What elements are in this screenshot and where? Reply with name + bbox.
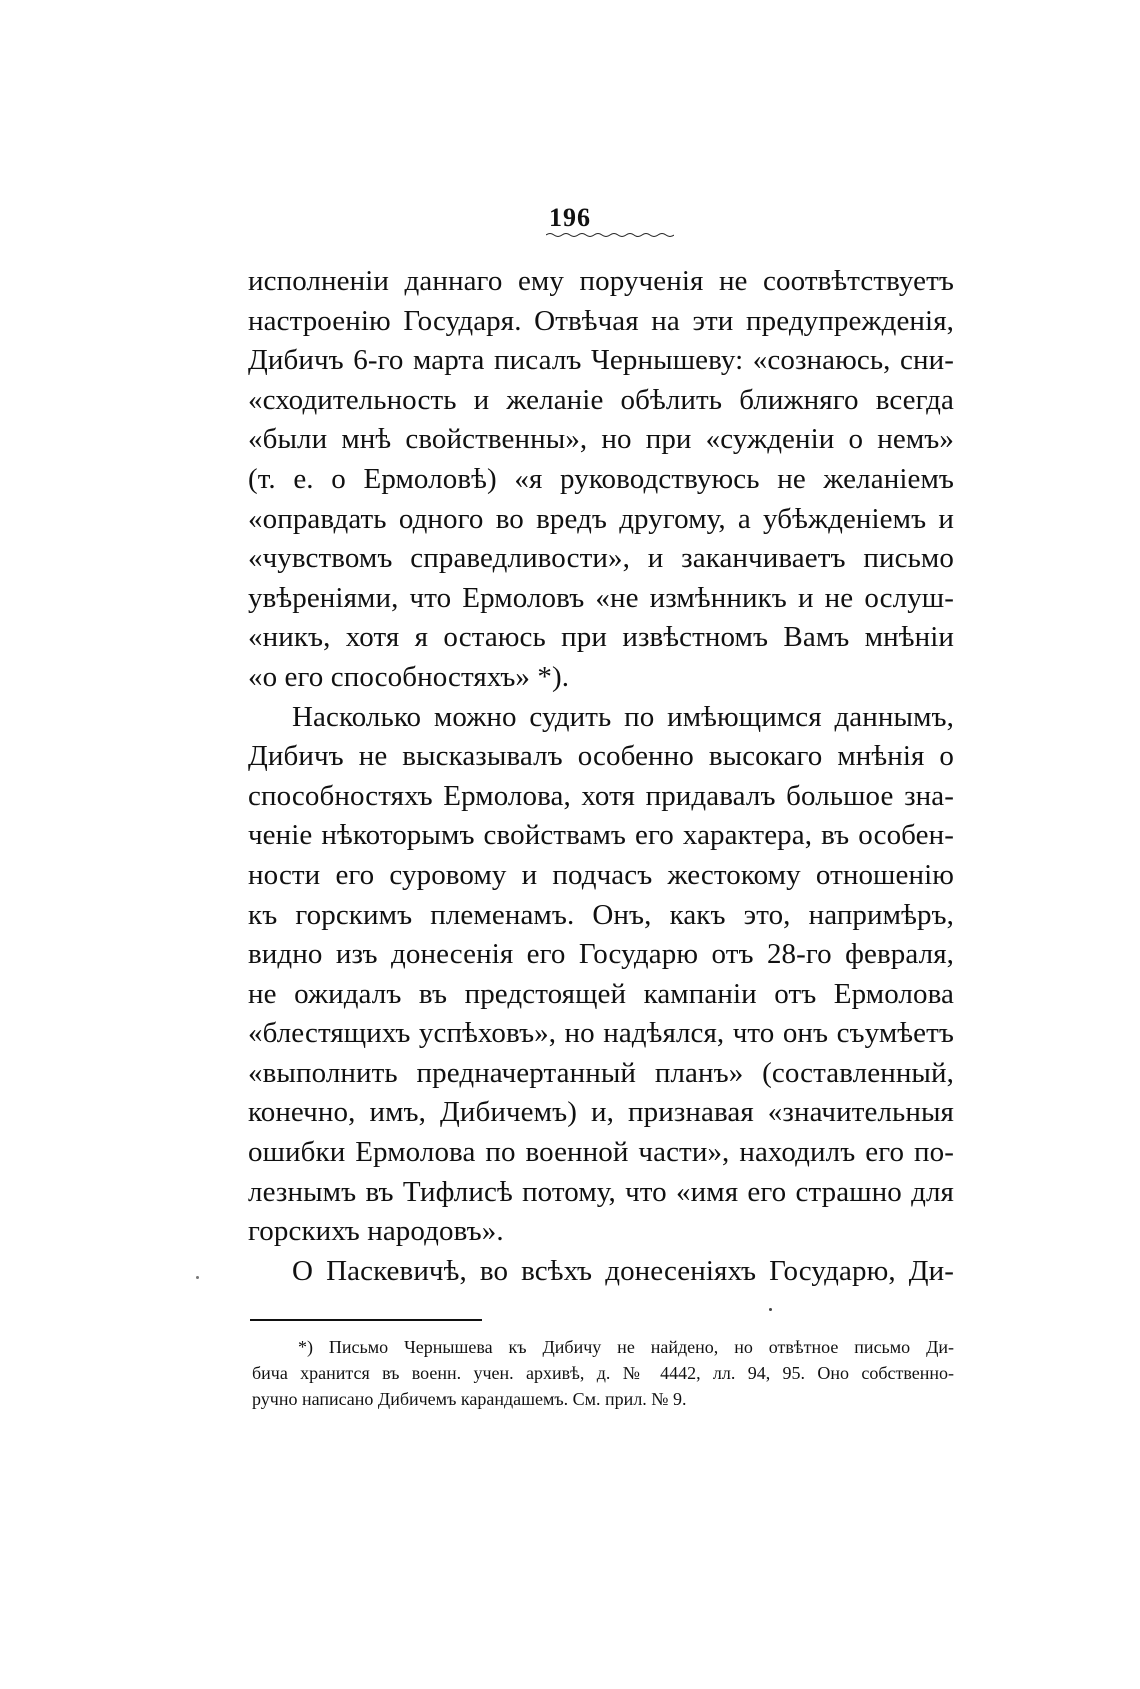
- text-line: «оправдать одного во вредъ другому, а убѣжденіемъ и: [248, 502, 954, 535]
- text-line: лезнымъ въ Тифлисѣ потому, что «имя его страшно для: [248, 1175, 954, 1208]
- text-line: «о его способностяхъ» *).: [248, 660, 570, 693]
- body-text: [248, 262, 954, 1291]
- text-line: не ожидалъ въ предстоящей кампаніи отъ Ермолова: [248, 977, 954, 1010]
- text-line: увѣреніями, что Ермоловъ «не измѣнникъ и не ослуш-: [248, 581, 954, 614]
- text-line: «никъ, хотя я остаюсь при извѣстномъ Вамъ мнѣніи: [248, 621, 954, 654]
- text-line: (т. е. о Ермоловѣ) «я руководствуюсь не желаніемъ: [248, 462, 954, 495]
- text-line: исполненіи даннаго ему порученія не соотвѣтствуетъ: [248, 265, 954, 297]
- text-line: ченіе нѣкоторымъ свойствамъ его характера, въ особен-: [248, 819, 954, 852]
- footnote: [252, 1334, 954, 1412]
- footnote-line: бича хранится въ военн. учен. архивѣ, д. № 4442, лл. 94, 95. Оно собственно-: [252, 1363, 954, 1383]
- text-line: «выполнить предначертанный планъ» (составленный,: [248, 1056, 954, 1089]
- page-number: 196: [549, 203, 591, 232]
- text-line: «блестящихъ успѣховъ», но надѣялся, что онъ съумѣетъ: [248, 1017, 954, 1050]
- page-number-wavy-rule: [546, 232, 674, 238]
- text-line: видно изъ донесенія его Государю отъ 28-го февраля,: [248, 938, 954, 971]
- text-line: Дибичъ 6-го марта писалъ Чернышеву: «сознаюсь, сни-: [248, 344, 954, 377]
- text-line: Дибичъ не высказывалъ особенно высокаго мнѣнія о: [248, 740, 954, 773]
- text-line: «чувствомъ справедливости», и заканчиваетъ письмо: [248, 542, 954, 575]
- text-line: ности его суровому и подчасъ жестокому отношенію: [248, 858, 954, 891]
- text-line: къ горскимъ племенамъ. Онъ, какъ это, напримѣръ,: [248, 898, 954, 931]
- text-line: конечно, имъ, Дибичемъ) и, признавая «значительныя: [248, 1096, 954, 1129]
- text-line: «сходительность и желаніе обѣлить ближняго всегда: [248, 383, 954, 416]
- text-line: горскихъ народовъ».: [248, 1215, 504, 1248]
- margin-speck: [196, 1276, 199, 1279]
- footnote-line: *) Письмо Чернышева къ Дибичу не найдено, но отвѣтное письмо Ди-: [298, 1337, 954, 1357]
- text-line: Насколько можно судить по имѣющимся даннымъ,: [292, 700, 954, 733]
- footnote-divider: [250, 1319, 482, 1321]
- text-line: настроенію Государя. Отвѣчая на эти предупрежденія,: [248, 304, 954, 337]
- text-line: О Паскевичѣ, во всѣхъ донесеніяхъ Государю, Ди-: [292, 1254, 954, 1287]
- text-line: «были мнѣ свойственны», но при «сужденіи о немъ»: [248, 423, 954, 456]
- text-line: ошибки Ермолова по военной части», находилъ его по-: [248, 1136, 954, 1169]
- footnote-line: ручно написано Дибичемъ карандашемъ. См. прил. № 9.: [252, 1389, 687, 1409]
- margin-speck: [769, 1308, 772, 1311]
- text-line: способностяхъ Ермолова, хотя придавалъ большое зна-: [248, 779, 954, 812]
